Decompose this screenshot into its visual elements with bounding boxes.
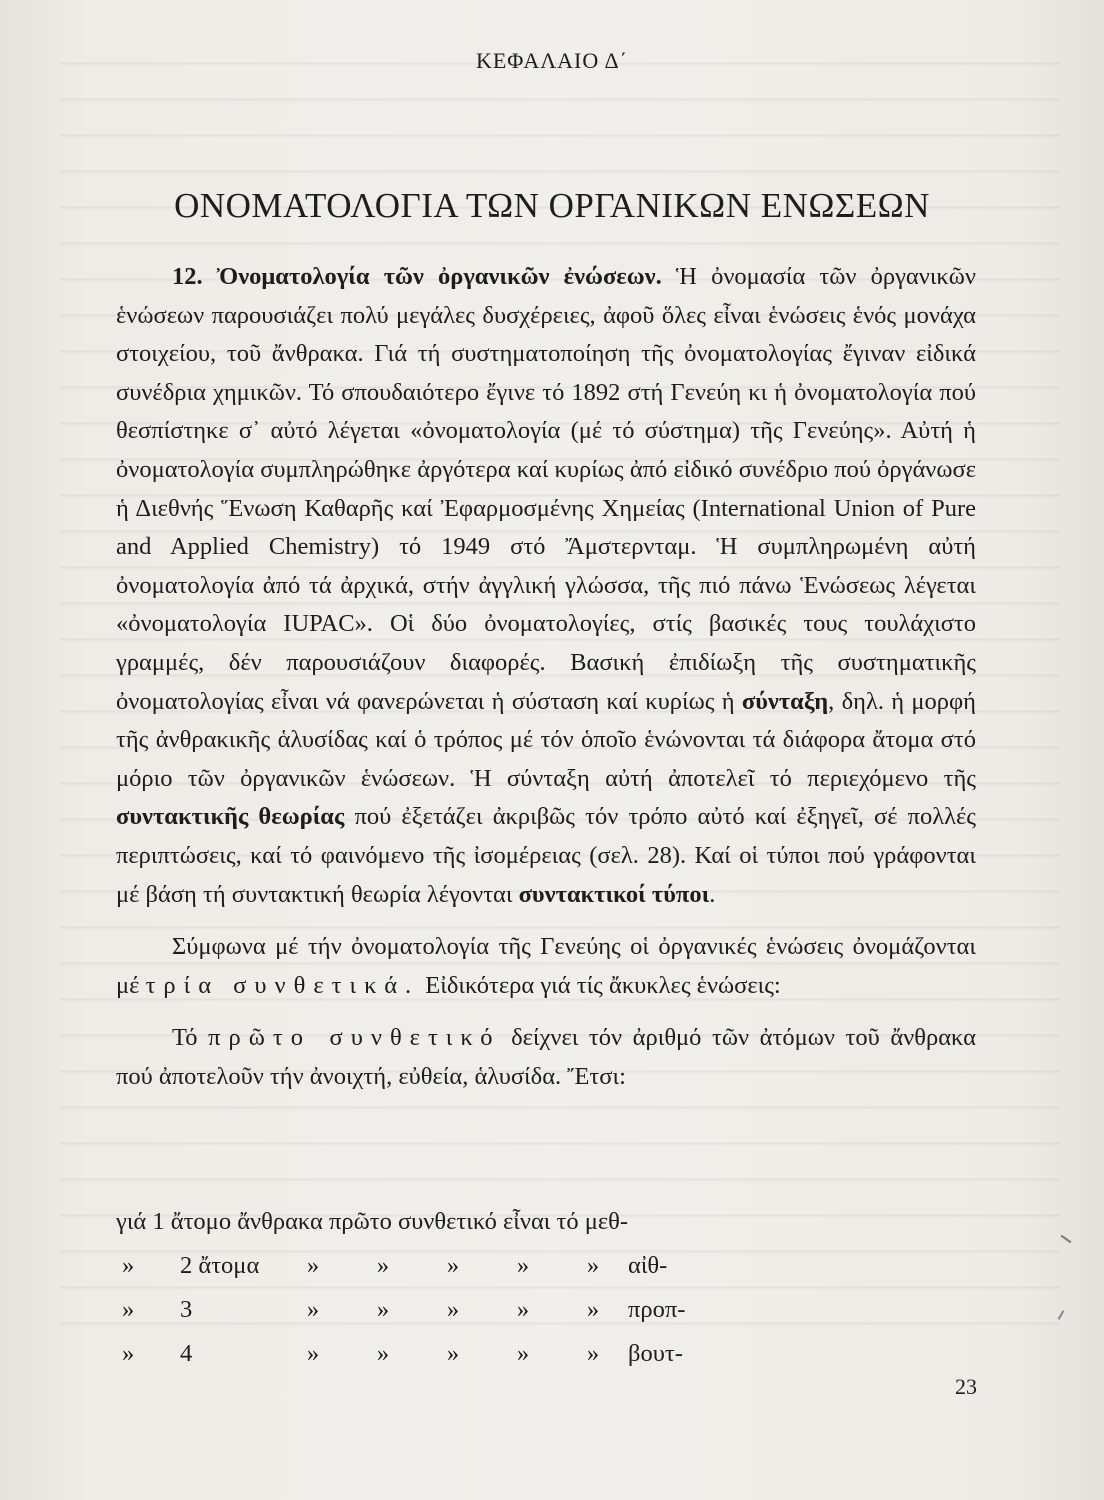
list-row: γιά 1 ἄτομο ἄνθρακα πρῶτο συνθετικό εἶναι τό μεθ- bbox=[116, 1208, 629, 1235]
list-row: » 2 ἄτομα » » » » » αἰθ- bbox=[122, 1252, 668, 1279]
prefix-list bbox=[116, 1200, 976, 1376]
body-text bbox=[116, 258, 976, 1096]
paragraph-3: Τό πρῶτο συνθετικό δείχνει τόν ἀριθμό τῶν ἀτόμων τοῦ ἄνθρακα πού ἀποτελοῦν τήν ἀνοιχτή, εὐθεία, ἁλυσίδα. Ἔτσι: bbox=[116, 1024, 976, 1090]
paragraph-1: 12. Ὀνοματολογία τῶν ὀργανικῶν ἐνώσεων. Ἡ ὀνομασία τῶν ὀργανικῶν ἑνώσεων παρουσιάζει πολύ μεγάλες δυσχέρειες, ἀφοῦ ὅλες εἶναι ἑνώσεις ἑνός μονάχα στοιχείου, τοῦ ἄνθρακα. Γιά τή συστηματοποίηση τῆς ὀνοματολογίας ἔγιναν εἰδικά συνέδρια χημικῶν. Τό σπουδαιότερο ἔγινε τό 1892 στή Γενεύη κι ἡ ὀνοματολογία πού θεσπίστηκε σ᾽ αὐτό λέγεται «ὀνοματολογία (μέ τό σύστημα) τῆς Γενεύης». Αὐτή ἡ ὀνοματολογία συμπληρώθηκε ἀργότερα καί κυρίως ἀπό εἰδικό συνέδριο πού ὀργάνωσε ἡ Διεθνής Ἕνωση Καθαρῆς καί Ἐφαρμοσμένης Χημείας (International Union of Pure and Applied Chemistry) τό 1949 στό Ἄμστερνταμ. Ἡ συμπληρωμένη αὐτή ὀνοματολογία ἀπό τά ἀρχικά, στήν ἀγγλική γλώσσα, τῆς πιό πάνω Ἑνώσεως λέγεται «ὀνοματολογία IUPAC». Οἱ δύο ὀνοματολογίες, στίς βασικές τους τουλάχιστο γραμμές, δέν παρουσιάζουν διαφορές. Βασική ἐπιδίωξη τῆς συστηματικῆς ὀνοματολογίας εἶναι νά φανερώνεται ἡ σύσταση καί κυρίως ἡ σύνταξη, δηλ. ἡ μορφή τῆς ἀνθρακικῆς ἁλυσίδας καί ὁ τρόπος μέ τόν ὁποῖο ἑνώνονται τά διάφορα ἄτομα στό μόριο τῶν ὀργανικῶν ἑνώσεων. Ἡ σύνταξη αὐτή ἀποτελεῖ τό περιεχόμενο τῆς συντακτικῆς θεωρίας πού ἐξετάζει ἀκριβῶς τόν τρόπο αὐτό καί ἐξηγεῖ, σέ πολλές περιπτώσεις, καί τό φαινόμενο τῆς ἰσομέρειας (σελ. 28). Καί οἱ τύποι πού γράφονται μέ βάση τή συντακτική θεωρία λέγονται συντακτικοί τύποι. bbox=[116, 263, 977, 908]
paragraph-2: Σύμφωνα μέ τήν ὀνοματολογία τῆς Γενεύης οἱ ὀργανικές ἑνώσεις ὀνομάζονται μέ τρία συνθετικά. Εἰδικότερα γιά τίς ἄκυκλες ἑνώσεις: bbox=[116, 933, 976, 999]
list-row: » 4 » » » » » βουτ- bbox=[122, 1340, 683, 1367]
section-heading: 12. Ὀνοματολογία τῶν ὀργανικῶν ἐνώσεων. bbox=[172, 263, 662, 290]
chapter-header: ΚΕΦΑΛΑΙΟ Δ΄ bbox=[475, 48, 629, 73]
scan-speck bbox=[1061, 1235, 1072, 1244]
page-number: 23 bbox=[955, 1374, 977, 1399]
section-title: ΟΝΟΜΑΤΟΛΟΓΙΑ ΤΩΝ ΟΡΓΑΝΙΚΩΝ ΕΝΩΣΕΩΝ bbox=[174, 186, 930, 225]
scan-speck bbox=[1058, 1310, 1065, 1320]
list-row: » 3 » » » » » προπ- bbox=[122, 1296, 686, 1323]
